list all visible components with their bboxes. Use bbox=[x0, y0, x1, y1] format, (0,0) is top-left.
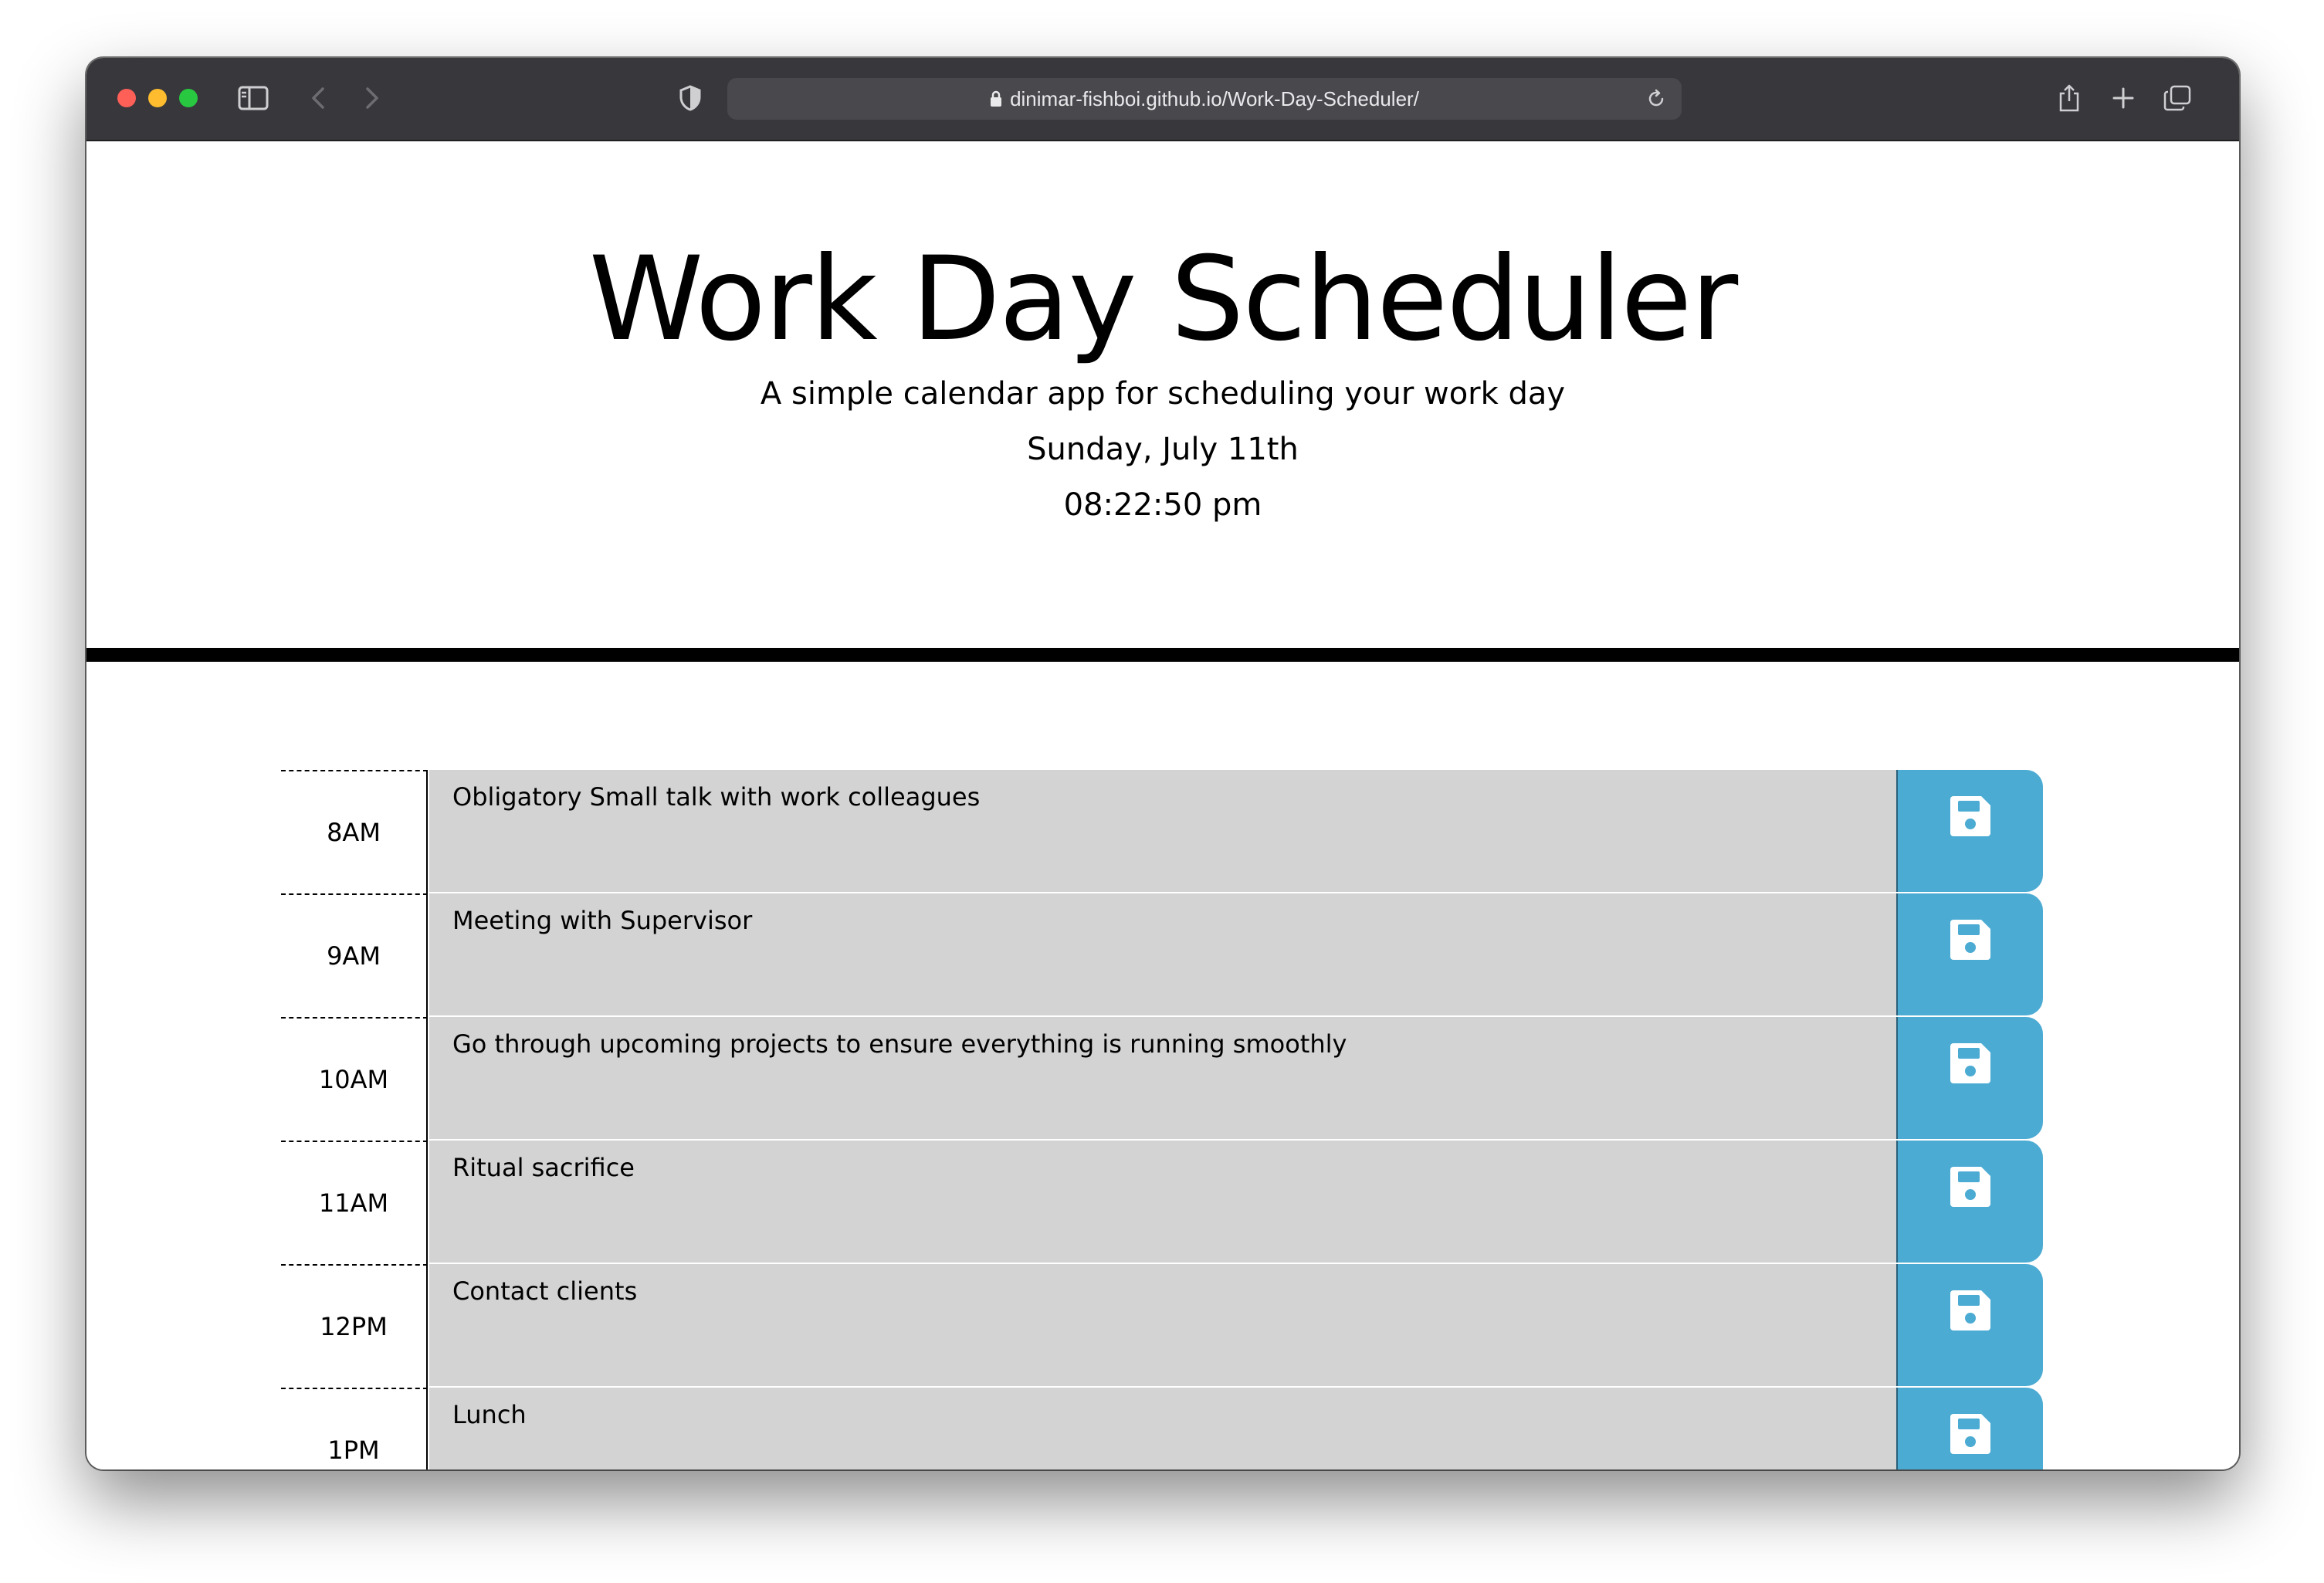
tab-overview-icon[interactable] bbox=[2160, 81, 2194, 115]
floppy-disk-icon bbox=[1947, 793, 1994, 839]
save-button[interactable] bbox=[1896, 770, 2043, 892]
task-text: Lunch bbox=[452, 1400, 527, 1429]
save-button[interactable] bbox=[1896, 1264, 2043, 1386]
zoom-window-button[interactable] bbox=[179, 89, 198, 107]
task-text: Obligatory Small talk with work colleagues bbox=[452, 782, 981, 812]
task-textarea[interactable] bbox=[429, 1388, 1896, 1469]
hour-label: 10AM bbox=[281, 1017, 428, 1141]
time-block-row bbox=[281, 1264, 2045, 1388]
task-textarea[interactable] bbox=[429, 770, 1896, 893]
page-subtitle: A simple calendar app for scheduling your work day bbox=[760, 376, 1566, 412]
reload-icon[interactable] bbox=[1643, 86, 1669, 112]
time-block-row bbox=[281, 1017, 2045, 1141]
floppy-disk-icon bbox=[1947, 1164, 1994, 1210]
time-block-row bbox=[281, 893, 2045, 1017]
hour-label: 9AM bbox=[281, 893, 428, 1017]
hour-label: 12PM bbox=[281, 1264, 428, 1388]
page-content bbox=[86, 141, 2239, 1469]
floppy-disk-icon bbox=[1947, 917, 1994, 963]
floppy-disk-icon bbox=[1947, 1287, 1994, 1334]
share-icon[interactable] bbox=[2052, 81, 2086, 115]
hour-label: 8AM bbox=[281, 770, 428, 893]
hour-label: 11AM bbox=[281, 1141, 428, 1264]
header-divider bbox=[86, 648, 2239, 662]
hour-label: 1PM bbox=[281, 1388, 428, 1469]
lock-icon bbox=[990, 90, 1002, 107]
task-text: Meeting with Supervisor bbox=[452, 906, 753, 935]
schedule-container bbox=[281, 770, 2045, 1469]
current-time: 08:22:50 pm bbox=[1063, 487, 1262, 523]
task-textarea[interactable] bbox=[429, 893, 1896, 1017]
new-tab-icon[interactable] bbox=[2106, 81, 2140, 115]
browser-window bbox=[86, 58, 2239, 1469]
save-button[interactable] bbox=[1896, 1141, 2043, 1263]
task-textarea[interactable] bbox=[429, 1017, 1896, 1141]
address-bar[interactable] bbox=[727, 78, 1682, 120]
floppy-disk-icon bbox=[1947, 1411, 1994, 1457]
task-textarea[interactable] bbox=[429, 1141, 1896, 1264]
privacy-shield-icon[interactable] bbox=[673, 81, 707, 115]
floppy-disk-icon bbox=[1947, 1040, 1994, 1086]
task-text: Go through upcoming projects to ensure everything is running smoothly bbox=[452, 1029, 1347, 1059]
time-block-row bbox=[281, 1141, 2045, 1264]
current-date: Sunday, July 11th bbox=[1027, 432, 1299, 467]
back-icon[interactable] bbox=[303, 81, 334, 115]
save-button[interactable] bbox=[1896, 893, 2043, 1015]
time-block-row bbox=[281, 1388, 2045, 1469]
minimize-window-button[interactable] bbox=[148, 89, 167, 107]
page-title: Work Day Scheduler bbox=[588, 232, 1737, 367]
save-button[interactable] bbox=[1896, 1017, 2043, 1139]
jumbotron-header bbox=[86, 141, 2239, 708]
time-block-row bbox=[281, 770, 2045, 893]
task-textarea[interactable] bbox=[429, 1264, 1896, 1388]
sidebar-toggle-icon[interactable] bbox=[236, 81, 270, 115]
close-window-button[interactable] bbox=[117, 89, 136, 107]
browser-toolbar bbox=[86, 58, 2239, 141]
url-text: dinimar-fishboi.github.io/Work-Day-Scheduler/ bbox=[1010, 86, 1419, 110]
save-button[interactable] bbox=[1896, 1388, 2043, 1469]
task-text: Contact clients bbox=[452, 1276, 638, 1306]
forward-icon[interactable] bbox=[357, 81, 388, 115]
task-text: Ritual sacrifice bbox=[452, 1153, 635, 1182]
